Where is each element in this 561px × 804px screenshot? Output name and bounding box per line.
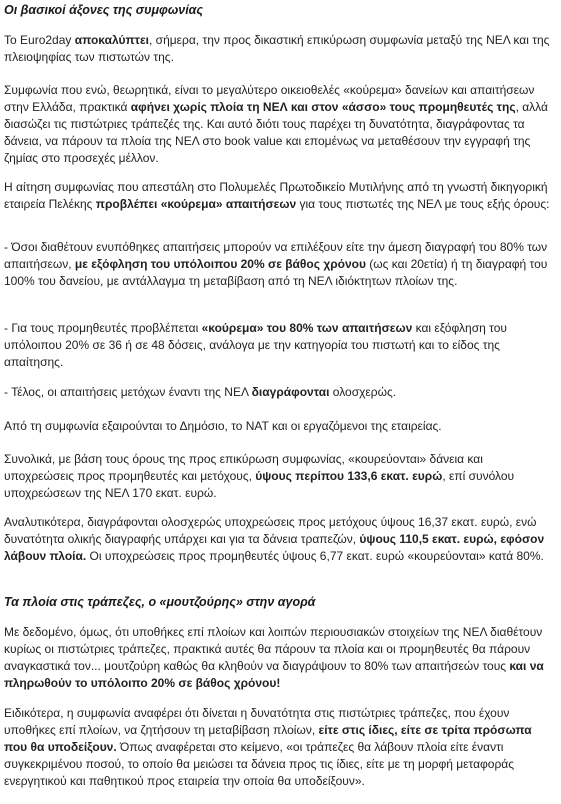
text-run: Οι υποχρεώσεις προς προμηθευτές ύψους 6,77 εκατ. ευρώ «κουρεύονται» κατά 80%. <box>86 549 544 563</box>
text-run: - Τέλος, οι απαιτήσεις μετόχων έναντι της ΝΕΛ <box>4 385 252 399</box>
paragraph-term-suppliers <box>4 320 554 371</box>
emphasis-text: είτε στις ίδιες, είτε σε τρίτα πρόσωπα που θα υποδείξουν. <box>4 723 532 754</box>
emphasis-text: αφήνει χωρίς πλοία τη ΝΕΛ και στον «άσσο» τους προμηθευτές της <box>130 100 516 114</box>
emphasis-text: με εξόφληση του υπόλοιπου 20% σε βάθος χρόνου <box>74 257 366 271</box>
text-run: (ως και 20ετία) ή τη διαγραφή του 100% του δανείου, με αντάλλαγμα τη μεταβίβαση από τη ΝΕΛ ιδιόκτητων πλοίων της. <box>4 257 548 288</box>
text-run: , σήμερα, την προς δικαστική επικύρωση συμφωνία μεταξύ της ΝΕΛ και της πλειοψηφίας των πιστωτών της. <box>4 33 550 64</box>
text-run: για τους πιστωτές της ΝΕΛ με τους εξής όρους: <box>296 197 550 211</box>
emphasis-text: προβλέπει «κούρεμα» απαιτήσεων <box>95 197 297 211</box>
paragraph-specifics <box>4 705 554 790</box>
text-run: Το Euro2day <box>4 33 75 47</box>
section-heading-main-terms: Οι βασικοί άξονες της συμφωνίας <box>4 3 204 17</box>
truncated-next-line <box>4 797 556 804</box>
paragraph-details <box>4 514 554 565</box>
text-run: Όπως αναφέρεται στο κείμενο, «οι τράπεζες θα λάβουν πλοία είτε έναντι συγκεκριμένου ποσού, το οποίο θα μειώσει τα δάνεια προς τις ίδιες, είτε με τη μορφή μεταφοράς ενεργητικού και παθητικού προς εταιρεία την οποία θα υποδείξουν». <box>4 740 515 788</box>
emphasis-text: ύψους 110,5 εκατ. ευρώ, εφόσον λάβουν πλοία. <box>4 532 545 563</box>
emphasis-text: διαγράφονται <box>251 385 330 399</box>
emphasis-text: «κούρεμα» του 80% των απαιτήσεων <box>201 321 413 335</box>
text-run: Συνολικά, με βάση τους όρους της προς επικύρωση συμφωνίας, «κουρεύονται» δάνεια και υποχρεώσεις προς προμηθευτές και μετόχους, <box>4 452 483 483</box>
paragraph-ships-banks <box>4 624 554 692</box>
text-run: - Όσοι διαθέτουν ενυπόθηκες απαιτήσεις μπορούν να επιλέξουν είτε την άμεση διαγραφή του 80% των απαιτήσεων, <box>4 240 548 271</box>
emphasis-text: αποκαλύπτει <box>74 33 150 47</box>
text-run: Ειδικότερα, η συμφωνία αναφέρει ότι δίνεται η δυνατότητα στις πιστώτριες τράπεζες, που έχουν υποθήκες επί πλοίων, να ζητήσουν τη μεταβίβαση πλοίων, <box>4 706 510 737</box>
text-run: , επί συνόλου υποχρεώσεων της ΝΕΛ 170 εκατ. ευρώ. <box>4 469 515 500</box>
paragraph-application <box>4 179 554 213</box>
paragraph-intro <box>4 32 554 66</box>
text-run: , αλλά διασώζει τις πιστώτριες τράπεζές της. Και αυτό διότι τους παρέχει τη δυνατότητα, διαγράφοντας τα δάνεια, να πάρουν τα πλοία της ΝΕΛ στο book value και επομένως να μεταθέσουν την εγγραφή της ζημίας στο προσεχές μέλλον. <box>4 100 548 165</box>
paragraph-totals <box>4 451 554 502</box>
text-run: Από τη συμφωνία εξαιρούνται το Δημόσιο, το ΝΑΤ και οι εργαζόμενοι της εταιρείας. <box>4 419 442 433</box>
paragraph-term-secured-creditors <box>4 239 554 290</box>
paragraph-term-shareholders <box>4 384 554 401</box>
paragraph-exemptions <box>4 418 554 435</box>
text-run: Αναλυτικότερα, διαγράφονται ολοσχερώς υποχρεώσεις προς μετόχους ύψους 16,37 εκατ. ευρώ, ενώ δυνατότητα ολικής διαγραφής υπάρχει και για τα δάνεια τραπεζών, <box>4 515 537 546</box>
text-run: - Για τους προμηθευτές προβλέπεται <box>4 321 202 335</box>
text-run: Η αίτηση συμφωνίας που απεστάλη στο Πολυμελές Πρωτοδικείο Μυτιλήνης από τη γνωστή δικηγορική εταιρεία Πελέκης <box>4 180 548 211</box>
section-heading-ships-to-banks: Τα πλοία στις τράπεζες, ο «μουτζούρης» στην αγορά <box>4 595 316 609</box>
text-run: Με δεδομένο, όμως, ότι υποθήκες επί πλοίων και λοιπών περιουσιακών στοιχείων της ΝΕΛ διαθέτουν κυρίως οι πιστώτριες τράπεζες, πρακτικά αυτές θα πάρουν τα πλοία και οι προμηθευτές θα πάρουν αναγκαστικά τον... μουτζούρη καθώς θα κληθούν να διαγράψουν το 80% των απαιτήσεών τους <box>4 625 543 673</box>
emphasis-text: και να πληρωθούν το υπόλοιπο 20% σε βάθος χρόνου! <box>4 659 544 690</box>
text-run: και εξόφληση του υπόλοιπου 20% σε 36 ή σε 48 δόσεις, ανάλογα με την κατηγορία του πιστωτή και το είδος της απαίτησης. <box>4 321 507 369</box>
paragraph-agreement-summary <box>4 82 554 167</box>
text-run: Συμφωνία που ενώ, θεωρητικά, είναι το μεγαλύτερο οικειοθελές «κούρεμα» δανείων και απαιτήσεων στην Ελλάδα, πρακτικά <box>4 83 535 114</box>
text-run: ολοσχερώς. <box>329 385 397 399</box>
emphasis-text: ύψους περίπου 133,6 εκατ. ευρώ <box>255 469 443 483</box>
